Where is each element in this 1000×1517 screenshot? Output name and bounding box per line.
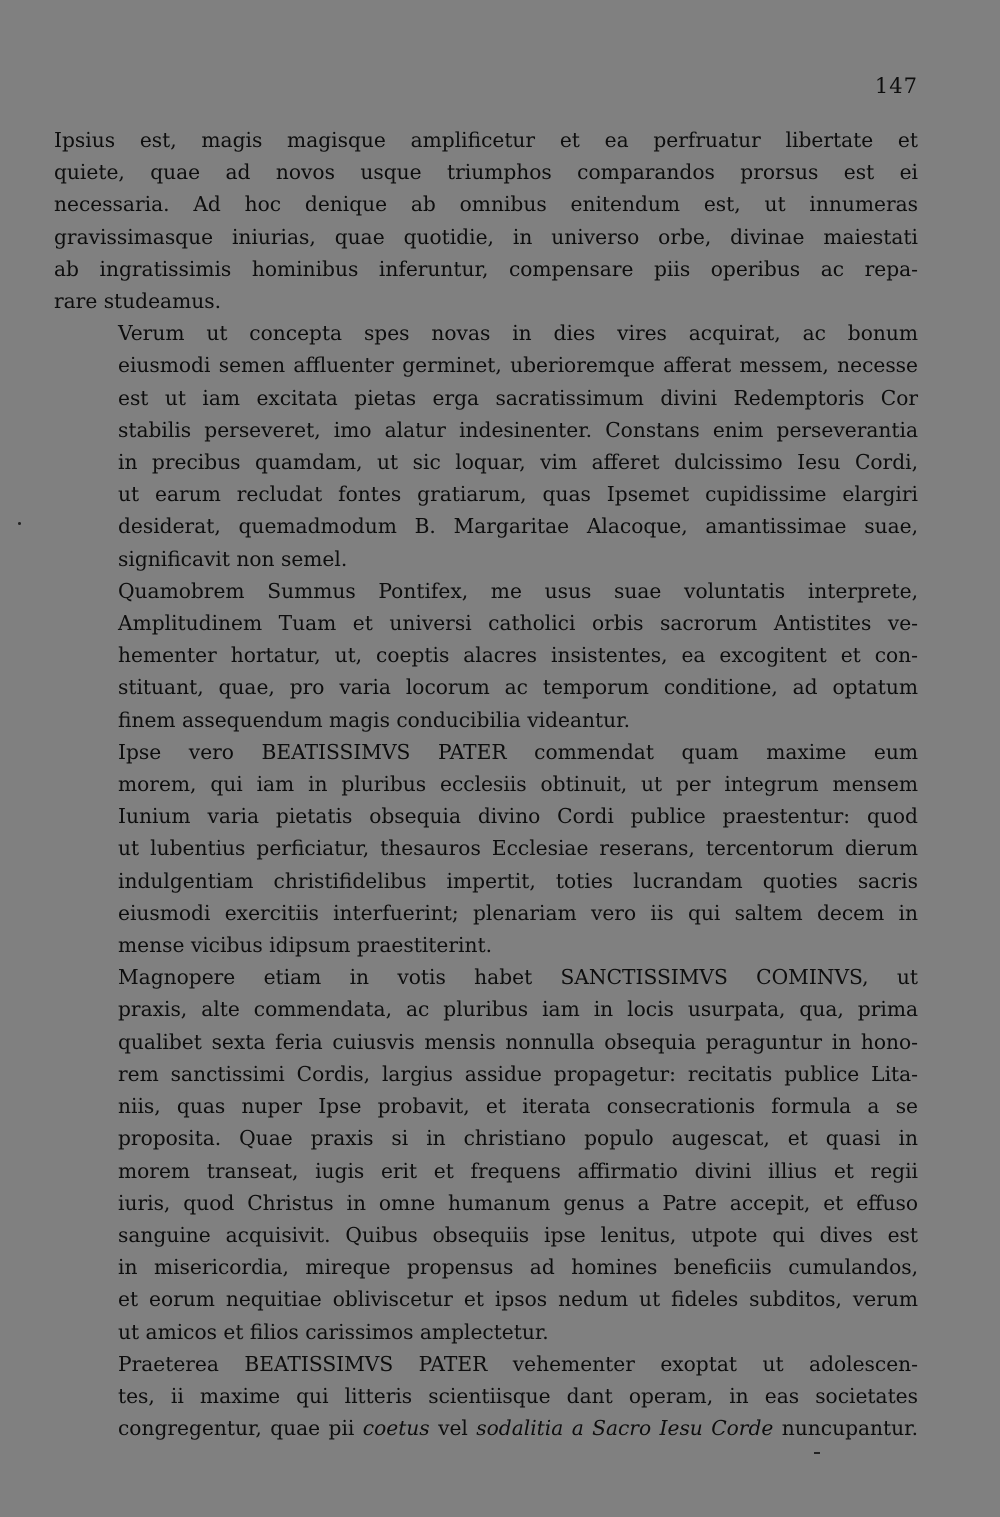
text-line: proposita. Quae praxis si in christiano populo augescat, et quasi in [118, 1126, 918, 1151]
paragraph [54, 1348, 918, 1445]
text-line: in misericordia, mireque propensus ad homines beneficiis cumulandos, [118, 1255, 918, 1280]
text-line: ut earum recludat fontes gratiarum, quas Ipsemet cupidissime elargiri [118, 482, 918, 507]
text-line: in precibus quamdam, ut sic loquar, vim afferet dulcissimo Iesu Cordi, [118, 450, 918, 475]
text-line: Praeterea BEATISSIMVS PATER vehementer exoptat ut adolescen- [118, 1351, 918, 1376]
italic-phrase: sodalitia a Sacro Iesu Corde [476, 1416, 774, 1441]
text-line [54, 1412, 918, 1444]
text-line: stabilis perseveret, imo alatur indesinenter. Constans enim perseverantia [118, 417, 918, 442]
text-line: Quamobrem Summus Pontifex, me usus suae voluntatis interprete, [118, 578, 918, 603]
text-line: niis, quas nuper Ipse probavit, et iterata consecrationis formula a se [118, 1094, 918, 1119]
text-line: eiusmodi semen affluenter germinet, uberioremque afferat messem, necesse [118, 353, 918, 378]
text-line: ut lubentius perficiatur, thesauros Ecclesiae reserans, tercentorum dierum [118, 836, 918, 861]
paragraph [54, 575, 918, 736]
text-line: iuris, quod Christus in omne humanum genus a Patre accepit, et effuso [118, 1190, 918, 1215]
text-fragment: nuncupantur. [773, 1416, 918, 1441]
text-line: Verum ut concepta spes novas in dies vires acquirat, ac bonum [118, 321, 918, 346]
text-line: ab ingratissimis hominibus inferuntur, compensare piis operibus ac repa- [54, 256, 918, 281]
text-line: rem sanctissimi Cordis, largius assidue propagetur: recitatis publice Lita- [118, 1061, 918, 1086]
footer-speck [814, 1452, 820, 1454]
italic-phrase: coetus [362, 1416, 430, 1441]
text-line: finem assequendum magis conducibilia videantur. [118, 707, 630, 732]
text-line: indulgentiam christifidelibus impertit, toties lucrandam quoties sacris [118, 868, 918, 893]
paragraph [54, 736, 918, 961]
text-fragment: vel [429, 1416, 477, 1441]
text-line: stituant, quae, pro varia locorum ac temporum conditione, ad optatum [118, 675, 918, 700]
paragraph [54, 317, 918, 575]
text-line: qualibet sexta feria cuiusvis mensis nonnulla obsequia peraguntur in hono- [118, 1029, 918, 1054]
text-line: Ipse vero BEATISSIMVS PATER commendat quam maxime eum [118, 739, 918, 764]
text-line: Magnopere etiam in votis habet SANCTISSIMVS COMINVS, ut [118, 965, 918, 990]
text-line: significavit non semel. [118, 546, 348, 571]
text-line: quiete, quae ad novos usque triumphos comparandos prorsus est ei [54, 160, 918, 185]
paragraph [54, 961, 918, 1347]
text-line: rare studeamus. [54, 289, 222, 314]
text-line: Amplitudinem Tuam et universi catholici orbis sacrorum Antistites ve- [118, 611, 918, 636]
text-line: Iunium varia pietatis obsequia divino Cordi publice praestentur: quod [118, 804, 918, 829]
text-line: praxis, alte commendata, ac pluribus iam in locis usurpata, qua, prima [118, 997, 918, 1022]
text-line: necessaria. Ad hoc denique ab omnibus enitendum est, ut innumeras [54, 192, 918, 217]
margin-speck [18, 522, 21, 525]
text-line: eiusmodi exercitiis interfuerint; plenariam vero iis qui saltem decem in [118, 900, 918, 925]
text-line: morem transeat, iugis erit et frequens affirmatio divini illius et regii [118, 1158, 918, 1183]
text-line: mense vicibus idipsum praestiterint. [118, 933, 493, 958]
body-text [54, 124, 918, 1444]
text-line: tes, ii maxime qui litteris scientiisque dant operam, in eas societates [118, 1383, 918, 1408]
page-number: 147 [874, 74, 918, 98]
text-line: ut amicos et filios carissimos amplectetur. [118, 1319, 549, 1344]
text-line: desiderat, quemadmodum B. Margaritae Alacoque, amantissimae suae, [118, 514, 918, 539]
text-line: est ut iam excitata pietas erga sacratissimum divini Redemptoris Cor [118, 385, 918, 410]
text-fragment: congregentur, quae pii [118, 1416, 363, 1441]
text-line: et eorum nequitiae obliviscetur et ipsos nedum ut fideles subditos, verum [118, 1287, 918, 1312]
text-line: Ipsius est, magis magisque amplificetur et ea perfruatur libertate et [54, 128, 918, 152]
text-line: morem, qui iam in pluribus ecclesiis obtinuit, ut per integrum mensem [118, 772, 918, 797]
text-line: gravissimasque iniurias, quae quotidie, in universo orbe, divinae maiestati [54, 224, 918, 249]
paragraph [54, 124, 918, 317]
text-line: sanguine acquisivit. Quibus obsequiis ipse lenitus, utpote qui dives est [118, 1222, 918, 1247]
text-line: hementer hortatur, ut, coeptis alacres insistentes, ea excogitent et con- [118, 643, 918, 668]
